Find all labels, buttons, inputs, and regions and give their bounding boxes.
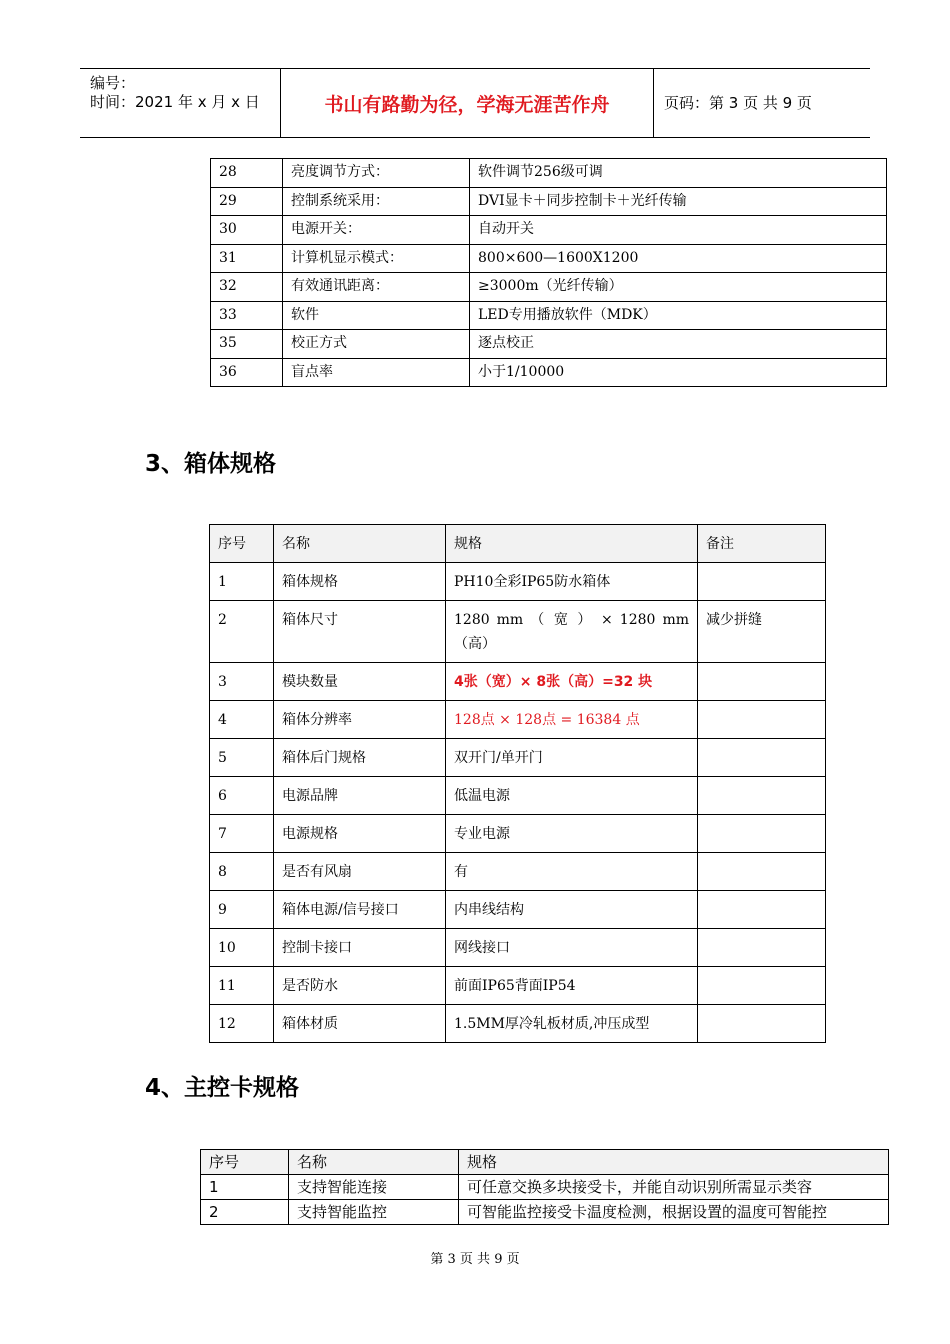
table-row bbox=[210, 929, 826, 967]
table-row bbox=[210, 891, 826, 929]
table-header-row bbox=[210, 525, 826, 563]
table-row bbox=[201, 1200, 889, 1225]
cell: 7 bbox=[210, 815, 274, 853]
cell: 电源规格 bbox=[274, 815, 446, 853]
cell bbox=[698, 815, 826, 853]
cell: 控制系统采用： bbox=[283, 187, 470, 216]
cell: 软件调节256级可调 bbox=[470, 159, 887, 188]
cell: 35 bbox=[211, 330, 283, 359]
cell: 5 bbox=[210, 739, 274, 777]
cell: 28 bbox=[211, 159, 283, 188]
table-row bbox=[201, 1175, 889, 1200]
cabinet-spec-table bbox=[209, 524, 826, 1043]
cell bbox=[698, 777, 826, 815]
cell: 减少拼缝 bbox=[698, 601, 826, 663]
table-row bbox=[210, 815, 826, 853]
cell: 控制卡接口 bbox=[274, 929, 446, 967]
header-page-info: 页码：第 3 页 共 9 页 bbox=[664, 94, 812, 112]
cell: 2 bbox=[201, 1200, 289, 1225]
cell bbox=[698, 967, 826, 1005]
cell: 1 bbox=[201, 1175, 289, 1200]
cell: 6 bbox=[210, 777, 274, 815]
cell: 1280 mm （ 宽 ） × 1280 mm（高） bbox=[446, 601, 698, 663]
cell: 箱体材质 bbox=[274, 1005, 446, 1043]
page-footer: 第 3 页 共 9 页 bbox=[430, 1252, 520, 1267]
cell: 低温电源 bbox=[446, 777, 698, 815]
cell: 箱体尺寸 bbox=[274, 601, 446, 663]
cell: 盲点率 bbox=[283, 358, 470, 387]
cell: 专业电源 bbox=[446, 815, 698, 853]
cell: 网线接口 bbox=[446, 929, 698, 967]
cell: 逐点校正 bbox=[470, 330, 887, 359]
cell: 可智能监控接受卡温度检测，根据设置的温度可智能控 bbox=[459, 1200, 889, 1225]
header-cell: 序号 bbox=[210, 525, 274, 563]
cell: 计算机显示模式： bbox=[283, 244, 470, 273]
table-row bbox=[211, 358, 887, 387]
page-header bbox=[80, 68, 870, 138]
cell: 2 bbox=[210, 601, 274, 663]
cell: 是否防水 bbox=[274, 967, 446, 1005]
cell bbox=[698, 929, 826, 967]
table-row bbox=[210, 1005, 826, 1043]
table-row bbox=[210, 853, 826, 891]
time-label: 时间：2021 年 x 月 x 日 bbox=[90, 93, 260, 111]
cell: 32 bbox=[211, 273, 283, 302]
cell: DVI显卡＋同步控制卡＋光纤传输 bbox=[470, 187, 887, 216]
cell: 8 bbox=[210, 853, 274, 891]
cell: ≥3000m（光纤传输） bbox=[470, 273, 887, 302]
table-row bbox=[211, 187, 887, 216]
table-row bbox=[210, 777, 826, 815]
table-row bbox=[211, 244, 887, 273]
cell: 12 bbox=[210, 1005, 274, 1043]
cell: 内串线结构 bbox=[446, 891, 698, 929]
cell: 模块数量 bbox=[274, 663, 446, 701]
cell: 电源开关： bbox=[283, 216, 470, 245]
table-row bbox=[210, 739, 826, 777]
table-header-row bbox=[201, 1150, 889, 1175]
cell: 箱体电源/信号接口 bbox=[274, 891, 446, 929]
cell bbox=[698, 739, 826, 777]
cell: 软件 bbox=[283, 301, 470, 330]
header-meta bbox=[80, 69, 281, 137]
header-cell: 名称 bbox=[289, 1150, 459, 1175]
header-cell: 规格 bbox=[446, 525, 698, 563]
table-row bbox=[210, 701, 826, 739]
cell: 800×600—1600X1200 bbox=[470, 244, 887, 273]
table-row bbox=[211, 273, 887, 302]
number-label: 编号： bbox=[90, 74, 136, 92]
cell-highlight: 4张（宽）× 8张（高）=32 块 bbox=[446, 663, 698, 701]
cell: 有 bbox=[446, 853, 698, 891]
header-cell: 备注 bbox=[698, 525, 826, 563]
cell: PH10全彩IP65防水箱体 bbox=[446, 563, 698, 601]
cell: LED专用播放软件（MDK） bbox=[470, 301, 887, 330]
cell: 支持智能监控 bbox=[289, 1200, 459, 1225]
cell: 双开门/单开门 bbox=[446, 739, 698, 777]
cell: 前面IP65背面IP54 bbox=[446, 967, 698, 1005]
cell: 3 bbox=[210, 663, 274, 701]
table-row bbox=[210, 563, 826, 601]
cell: 箱体分辨率 bbox=[274, 701, 446, 739]
cell: 电源品牌 bbox=[274, 777, 446, 815]
cell: 10 bbox=[210, 929, 274, 967]
controller-spec-table bbox=[200, 1149, 889, 1225]
cell: 1.5MM厚冷轧板材质,冲压成型 bbox=[446, 1005, 698, 1043]
cell: 亮度调节方式： bbox=[283, 159, 470, 188]
spec-table-continued bbox=[210, 158, 887, 387]
cell: 11 bbox=[210, 967, 274, 1005]
cell bbox=[698, 891, 826, 929]
table-row bbox=[211, 301, 887, 330]
cell bbox=[698, 1005, 826, 1043]
cell bbox=[698, 663, 826, 701]
cell: 小于1/10000 bbox=[470, 358, 887, 387]
cell: 4 bbox=[210, 701, 274, 739]
cell bbox=[698, 563, 826, 601]
cell-highlight: 128点 × 128点 = 16384 点 bbox=[446, 701, 698, 739]
cell: 自动开关 bbox=[470, 216, 887, 245]
cell: 可任意交换多块接受卡，并能自动识别所需显示类容 bbox=[459, 1175, 889, 1200]
table-row bbox=[210, 967, 826, 1005]
cell: 箱体规格 bbox=[274, 563, 446, 601]
cell: 有效通讯距离： bbox=[283, 273, 470, 302]
cell: 校正方式 bbox=[283, 330, 470, 359]
cell: 33 bbox=[211, 301, 283, 330]
cell: 29 bbox=[211, 187, 283, 216]
cell: 箱体后门规格 bbox=[274, 739, 446, 777]
cell bbox=[698, 853, 826, 891]
section-title: 4、主控卡规格 bbox=[145, 1075, 300, 1101]
cell: 9 bbox=[210, 891, 274, 929]
table-row bbox=[210, 601, 826, 663]
cell: 31 bbox=[211, 244, 283, 273]
cell: 1 bbox=[210, 563, 274, 601]
header-motto: 书山有路勤为径，学海无涯苦作舟 bbox=[281, 69, 654, 137]
table-row bbox=[211, 159, 887, 188]
cell: 支持智能连接 bbox=[289, 1175, 459, 1200]
header-cell: 序号 bbox=[201, 1150, 289, 1175]
cell: 30 bbox=[211, 216, 283, 245]
table-row bbox=[210, 663, 826, 701]
section-title: 3、箱体规格 bbox=[145, 451, 277, 477]
header-cell: 名称 bbox=[274, 525, 446, 563]
cell: 是否有风扇 bbox=[274, 853, 446, 891]
header-cell: 规格 bbox=[459, 1150, 889, 1175]
cell bbox=[698, 701, 826, 739]
cell: 36 bbox=[211, 358, 283, 387]
table-row bbox=[211, 216, 887, 245]
table-row bbox=[211, 330, 887, 359]
